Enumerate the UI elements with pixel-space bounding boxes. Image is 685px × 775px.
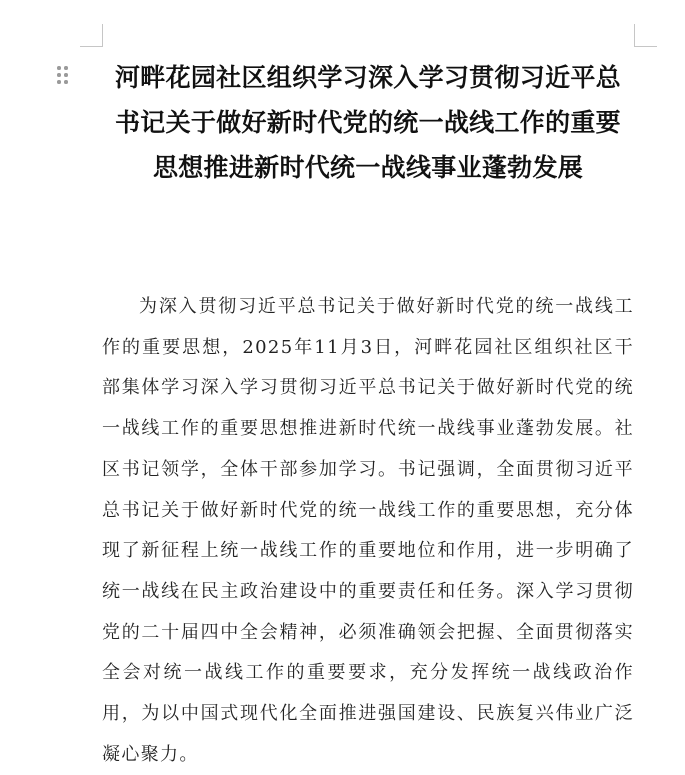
document-body-paragraph[interactable]: 为深入贯彻习近平总书记关于做好新时代党的统一战线工作的重要思想，2025年11月3日，河畔花园社区组织社区干部集体学习深入学习贯彻习近平总书记关于做好新时代党的统一战线工作的重要思想推进新时代统一战线事业蓬勃发展。社区书记领学，全体干部参加学习。书记强调，全面贯彻习近平总书记关于做好新时代党的统一战线工作的重要思想，充分体现了新征程上统一战线工作的重要地位和作用，进一步明确了统一战线在民主政治建设中的重要责任和任务。深入学习贯彻党的二十届四中全会精神，必须准确领会把握、全面贯彻落实全会对统一战线工作的重要要求，充分发挥统一战线政治作用，为以中国式现代化全面推进强国建设、民族复兴伟业广泛凝心聚力。	[102, 296, 634, 765]
document-title[interactable]: 河畔花园社区组织学习深入学习贯彻习近平总书记关于做好新时代党的统一战线工作的重要思想推进新时代统一战线事业蓬勃发展	[114, 63, 621, 182]
drag-handle-icon[interactable]	[57, 66, 69, 84]
page-corner-mark-right	[634, 24, 657, 47]
page-corner-mark-left	[80, 24, 103, 47]
